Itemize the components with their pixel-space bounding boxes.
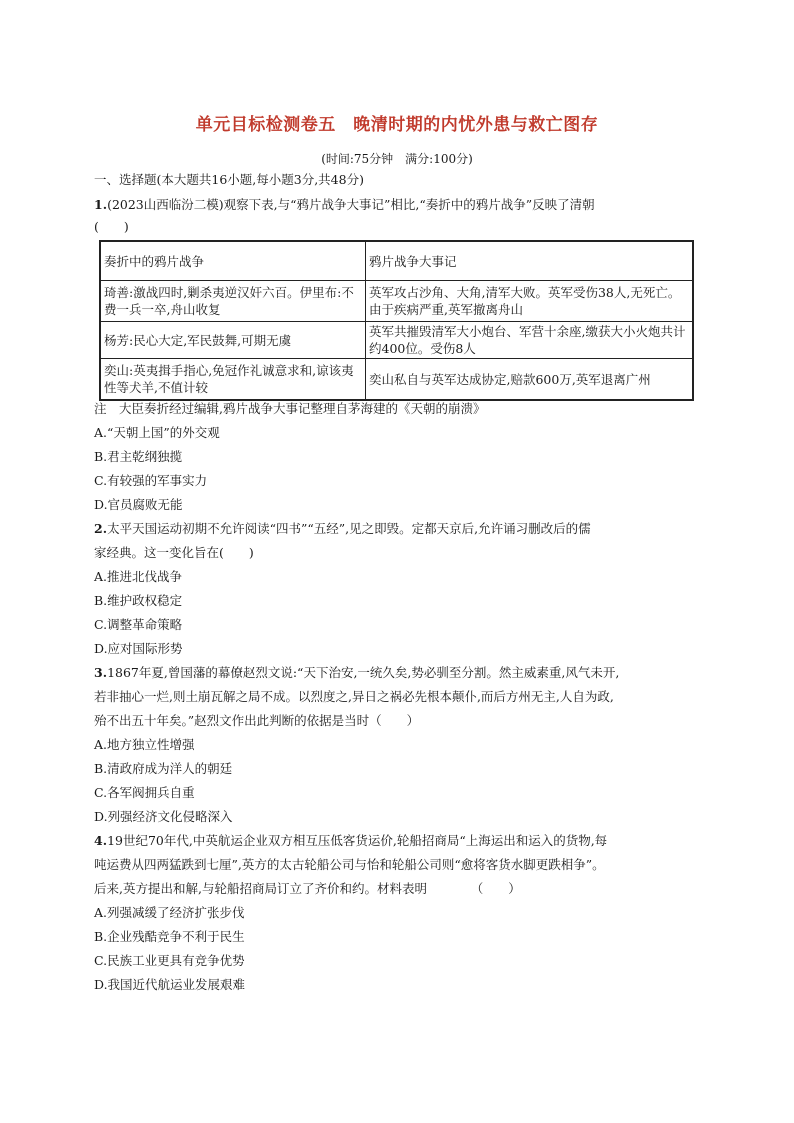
question-2-text: 太平天国运动初期不允许阅读“四书”“五经”,见之即毁。定都天京后,允许诵习删改后的儒: [107, 521, 591, 536]
question-2-text-cont: 家经典。这一变化旨在( ): [94, 545, 254, 560]
section-heading: 一、选择题(本大题共16小题,每小题3分,共48分): [94, 172, 364, 187]
table-header-row: [100, 241, 693, 281]
question-4-text-cont: 后来,英方提出和解,与轮船招商局订立了齐价和约。材料表明 （ ）: [94, 881, 521, 896]
question-4-stem: [94, 832, 607, 850]
question-1-option-d: D.官员腐败无能: [94, 497, 183, 512]
question-1-stem: [94, 196, 595, 214]
question-1-text: (2023山西临汾二模)观察下表,与“鸦片战争大事记”相比,“奏折中的鸦片战争”反映了清朝: [107, 197, 595, 212]
table-cell: 英军攻占沙角、大角,清军大败。英军受伤38人,无死亡。由于疾病严重,英军撤离舟山: [366, 281, 694, 322]
question-2-option-c: C.调整革命策略: [94, 617, 183, 632]
question-1-note: 注 大臣奏折经过编辑,鸦片战争大事记整理自茅海建的《天朝的崩溃》: [94, 401, 486, 416]
question-1-option-b: B.君主乾纲独揽: [94, 449, 183, 464]
question-2-stem: [94, 520, 591, 538]
table-row: [100, 322, 693, 359]
question-3-option-c: C.各军阀拥兵自重: [94, 785, 195, 800]
question-2-option-a: A.推进北伐战争: [94, 569, 183, 584]
question-3-text-cont: 若非抽心一烂,则土崩瓦解之局不成。以烈度之,异日之祸必先根本颠仆,而后方州无主,人自为政,: [94, 689, 614, 704]
question-1-table: [99, 240, 694, 401]
table-cell: 奕山:英夷揖手指心,免冠作礼诚意求和,谅该夷性等犬羊,不值计较: [100, 359, 366, 401]
question-3-option-a: A.地方独立性增强: [94, 737, 195, 752]
question-1-option-c: C.有较强的军事实力: [94, 473, 208, 488]
question-1-number: 1.: [94, 197, 108, 212]
question-4-number: 4.: [94, 833, 108, 848]
table-header-cell: 鸦片战争大事记: [366, 241, 694, 281]
exam-time-score: (时间:75分钟 满分:100分): [321, 152, 473, 166]
question-2-option-d: D.应对国际形势: [94, 641, 183, 656]
table-cell: 英军共摧毁清军大小炮台、军营十余座,缴获大小火炮共计约400位。受伤8人: [366, 322, 694, 359]
question-4-option-b: B.企业残酷竞争不利于民生: [94, 929, 245, 944]
table-cell: 琦善:激战四时,剿杀夷逆汉奸六百。伊里布:不费一兵一卒,舟山收复: [100, 281, 366, 322]
question-2-number: 2.: [94, 521, 108, 536]
page-title: 单元目标检测卷五 晚清时期的内忧外患与救亡图存: [195, 115, 599, 135]
question-1-option-a: A.“天朝上国”的外交观: [94, 425, 220, 440]
table-cell: 奕山私自与英军达成协定,赔款600万,英军退离广州: [366, 359, 694, 401]
table-row: [100, 359, 693, 401]
question-3-option-d: D.列强经济文化侵略深入: [94, 809, 233, 824]
question-3-stem: [94, 664, 619, 682]
question-4-option-a: A.列强减缓了经济扩张步伐: [94, 905, 245, 920]
question-4-option-d: D.我国近代航运业发展艰难: [94, 977, 246, 992]
table-header-cell: 奏折中的鸦片战争: [100, 241, 366, 281]
question-4-text: 19世纪70年代,中英航运企业双方相互压低客货运价,轮船招商局“上海运出和运入的货物,每: [107, 833, 608, 848]
question-4-text-cont: 吨运费从四两猛跌到七厘”,英方的太古轮船公司与怡和轮船公司则“愈将客货水脚更跌相争”。: [94, 857, 605, 872]
question-1-paren: ( ): [94, 219, 129, 234]
question-3-number: 3.: [94, 665, 108, 680]
question-3-text: 1867年夏,曾国藩的幕僚赵烈文说:“天下治安,一统久矣,势必驯至分割。然主威素重,风气未开,: [107, 665, 620, 680]
question-2-option-b: B.维护政权稳定: [94, 593, 183, 608]
question-3-text-cont: 殆不出五十年矣。”赵烈文作出此判断的依据是当时（ ）: [94, 713, 420, 728]
table-cell: 杨芳:民心大定,军民鼓舞,可期无虞: [100, 322, 366, 359]
question-3-option-b: B.清政府成为洋人的朝廷: [94, 761, 233, 776]
table-row: [100, 281, 693, 322]
question-4-option-c: C.民族工业更具有竞争优势: [94, 953, 245, 968]
